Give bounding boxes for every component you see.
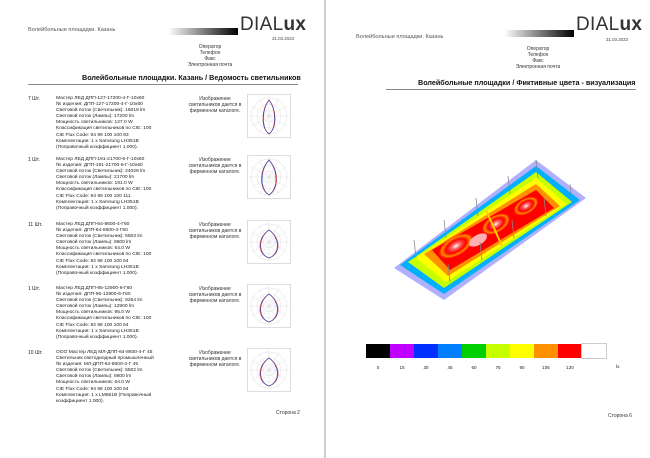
luminaire-spec-line: Мастер ЛЕД ДПП-95-12900-6-Г60 [56, 286, 133, 291]
luminaire-qty: 1 Шт. [28, 286, 40, 292]
polar-light-distribution-diagram [247, 284, 291, 328]
scale-label: 60 [471, 365, 477, 370]
luminaire-qty: 11 Шт. [28, 222, 43, 228]
luminaire-spec-line: CIE Flux Code: 94 99 100 100 93 [56, 132, 129, 138]
luminaire-spec-line: CIE Flux Code: 94 99 100 100 111 [56, 193, 131, 199]
luminaire-spec-line: Световой поток (Лампы): 8600 lm [56, 240, 132, 246]
luminaire-spec-line: Классификация светильников по CIE: 100 [56, 126, 152, 132]
luminaire-spec-line: Комплектация: 1 x Samsung LH351B [56, 199, 139, 205]
luminaire-spec-line: Мастер ЛЕД ДПП-64-8600-4-Г60 [56, 222, 130, 227]
luminaire-spec-line: (Поправочный коэффициент 1.000). [56, 205, 138, 211]
scale-label: 30 [423, 365, 429, 370]
luminaire-qty: 7 Шт. [28, 96, 40, 102]
luminaire-description [56, 222, 184, 277]
luminaire-spec-line: Световой поток (Светильник): 16019 lm [56, 108, 146, 114]
luminaire-spec-line: Мощность светильников: 64.0 W [56, 380, 130, 386]
luminaire-spec-line: (Поправочный коэффициент 1.000). [56, 270, 138, 276]
luminaire-description [56, 96, 184, 151]
false-color-scale [366, 344, 606, 358]
luminaire-spec-line: № изделия: ДПП-127-17200-4-Г-10х60 [56, 102, 143, 108]
image-note-line: фирменном каталоге. [189, 298, 241, 304]
dialux-logo: DIALux [240, 14, 307, 35]
luminaire-spec-line: Мастер ЛЕД ДПП-127-17200-4-Г-10х60 [56, 96, 145, 101]
scale-color-step [366, 344, 390, 358]
image-note [184, 222, 246, 240]
contact-operator: Оператор [526, 46, 550, 52]
scale-label: 45 [447, 365, 453, 370]
scale-color-step [486, 344, 510, 358]
luminaire-spec-line: Световой поток (Светильник): 5502 lm [56, 368, 143, 374]
image-note-line: светильников дается в [188, 163, 242, 169]
contact-phone: Телефон [199, 50, 221, 56]
luminaire-spec-line: CIE Flux Code: 92 98 100 100 64 [56, 258, 129, 264]
luminaire-description [56, 286, 184, 341]
luminaire-spec-line: CIE Flux Code: 94 98 100 100 64 [56, 386, 129, 392]
image-note-line: фирменном каталоге. [189, 108, 241, 114]
scale-color-step [414, 344, 438, 358]
luminaire-spec-line: № изделия: ДПП-64-8600-4-Г60 [56, 228, 128, 234]
image-note-line: Изображение [199, 222, 231, 228]
report-date: 31.03.2023 [272, 36, 294, 41]
luminaire-spec-line: (Поправочный коэффициент 1.000). [56, 334, 138, 340]
luminaire-description [56, 157, 184, 212]
luminaire-spec-line: Световой поток (Лампы): 8600 lm [56, 374, 132, 380]
contact-block-right [508, 46, 568, 70]
false-color-rendering [386, 150, 596, 300]
luminaire-spec-line: Мощность светильников: 127.0 W [56, 120, 133, 126]
luminaire-spec-line: Световой поток (Лампы): 17200 lm [56, 114, 135, 120]
scale-label: 90 [519, 365, 525, 370]
scale-label: 0 [376, 365, 380, 370]
scale-label: 75 [495, 365, 501, 370]
scale-color-step [462, 344, 486, 358]
page-title: Волейбольные площадки. Казань / Ведомость светильников [82, 73, 301, 82]
luminaire-spec-line: Классификация светильников по CIE: 100 [56, 252, 152, 258]
image-note-line: светильников дается в [188, 102, 242, 108]
contact-block [180, 44, 240, 68]
image-note-line: Изображение [199, 96, 231, 102]
luminaire-spec-line: Световой поток (Лампы): 12900 lm [56, 304, 135, 310]
image-note-line: Изображение [199, 350, 231, 356]
image-note-line: светильников дается в [188, 292, 242, 298]
image-note-line: светильников дается в [188, 228, 242, 234]
image-note [184, 96, 246, 114]
polar-light-distribution-diagram [247, 155, 291, 199]
image-note-line: светильников дается в [188, 356, 242, 362]
scale-labels [366, 365, 606, 373]
image-note [184, 286, 246, 304]
scale-color-step [582, 344, 606, 358]
luminaire-spec-line: Комплектация: 1 x LM561B (Поправочный [56, 392, 152, 398]
scale-color-step [510, 344, 534, 358]
report-page-right [326, 0, 650, 458]
scale-color-step [534, 344, 558, 358]
luminaire-spec-line: Классификация светильников по CIE: 100 [56, 187, 152, 193]
page-number: Сторона 2 [276, 410, 300, 416]
scale-color-step [558, 344, 582, 358]
page-number-right: Сторона 6 [608, 413, 632, 419]
scale-label: 105 [542, 365, 550, 370]
contact-email: Электронная почта [187, 62, 233, 68]
contact-email: Электронная почта [515, 64, 561, 70]
image-note-line: фирменном каталоге. [189, 362, 241, 368]
polar-light-distribution-diagram [247, 348, 291, 392]
luminaire-spec-line: (Поправочный коэффициент 1.000). [56, 144, 138, 150]
luminaire-spec-line: № изделия: ДПП-191-21700-6-Г-10х60 [56, 163, 143, 169]
luminaire-qty: 1 Шт. [28, 157, 40, 163]
scale-color-step [390, 344, 414, 358]
luminaire-description [56, 350, 184, 405]
luminaire-spec-line: Комплектация: 1 x Samsung LH351B [56, 138, 139, 144]
luminaire-spec-line: Мощность светильников: 95.0 W [56, 310, 130, 316]
title-rule-right [386, 89, 636, 90]
luminaire-spec-line: Классификация светильников по CIE: 100 [56, 316, 152, 322]
luminaire-qty: 10 Шт. [28, 350, 43, 356]
luminaire-spec-line: CIE Flux Code: 92 98 100 100 64 [56, 322, 129, 328]
luminaire-spec-line: Световой поток (Светильник): 8254 lm [56, 298, 143, 304]
scale-color-step [438, 344, 462, 358]
header-gradient-bar-right [504, 30, 574, 37]
header-gradient-bar [168, 28, 238, 35]
luminaire-spec-line: Мастер ЛЕД ДПП-191-21700-6-Г-10х60 [56, 157, 145, 162]
scale-unit: lx [616, 365, 620, 370]
luminaire-spec-line: ООО Мастер ЛЕД МЛ-ДПП-64-8600-4-Г 45 [56, 350, 153, 355]
contact-operator: Оператор [198, 44, 222, 50]
polar-light-distribution-diagram [247, 220, 291, 264]
luminaire-spec-line: № изделия: ДПП-95-12900-6-Г60 [56, 292, 131, 298]
contact-fax: Факс [204, 56, 216, 62]
contact-fax: Факс [532, 58, 544, 64]
luminaire-spec-line: Мощность светильников: 64.0 W [56, 246, 130, 252]
luminaire-spec-line: Мощность светильников: 191.0 W [56, 181, 133, 187]
title-rule [28, 84, 298, 85]
luminaire-spec-line: Комплектация: 1 x Samsung LH351B [56, 328, 139, 334]
image-note-line: Изображение [199, 286, 231, 292]
dialux-logo-right: DIALux [576, 14, 643, 35]
luminaire-spec-line: Световой поток (Светильник): 24029 lm [56, 169, 146, 175]
image-note-line: Изображение [199, 157, 231, 163]
scale-label: 120 [566, 365, 574, 370]
project-name: Волейбольные площадки. Казань [28, 27, 116, 33]
luminaire-spec-line: Световой поток (Светильник): 5503 lm [56, 234, 143, 240]
polar-light-distribution-diagram [247, 94, 291, 138]
report-page-left [0, 0, 324, 458]
luminaire-spec-line: Комплектация: 1 x Samsung LH351B [56, 264, 139, 270]
image-note-line: фирменном каталоге. [189, 234, 241, 240]
luminaire-spec-line: коэффициент 1.000). [56, 398, 104, 404]
report-date-right: 31.03.2023 [606, 37, 628, 42]
luminaire-spec-line: Световой поток (Лампы): 21700 lm [56, 175, 135, 181]
luminaire-spec-line: № изделия: МЛ-ДПП-64-8600-4-Г 45 [56, 362, 139, 368]
image-note [184, 350, 246, 368]
page-title-right: Волейбольные площадки / Фиктивные цвета - визуализация [418, 78, 636, 87]
project-name-right: Волейбольные площадки. Казань [356, 34, 444, 40]
image-note-line: фирменном каталоге. [189, 169, 241, 175]
contact-phone: Телефон [527, 52, 549, 58]
image-note [184, 157, 246, 175]
scale-label: 15 [399, 365, 405, 370]
luminaire-spec-line: Светильник светодиодный промышленный [56, 356, 154, 362]
